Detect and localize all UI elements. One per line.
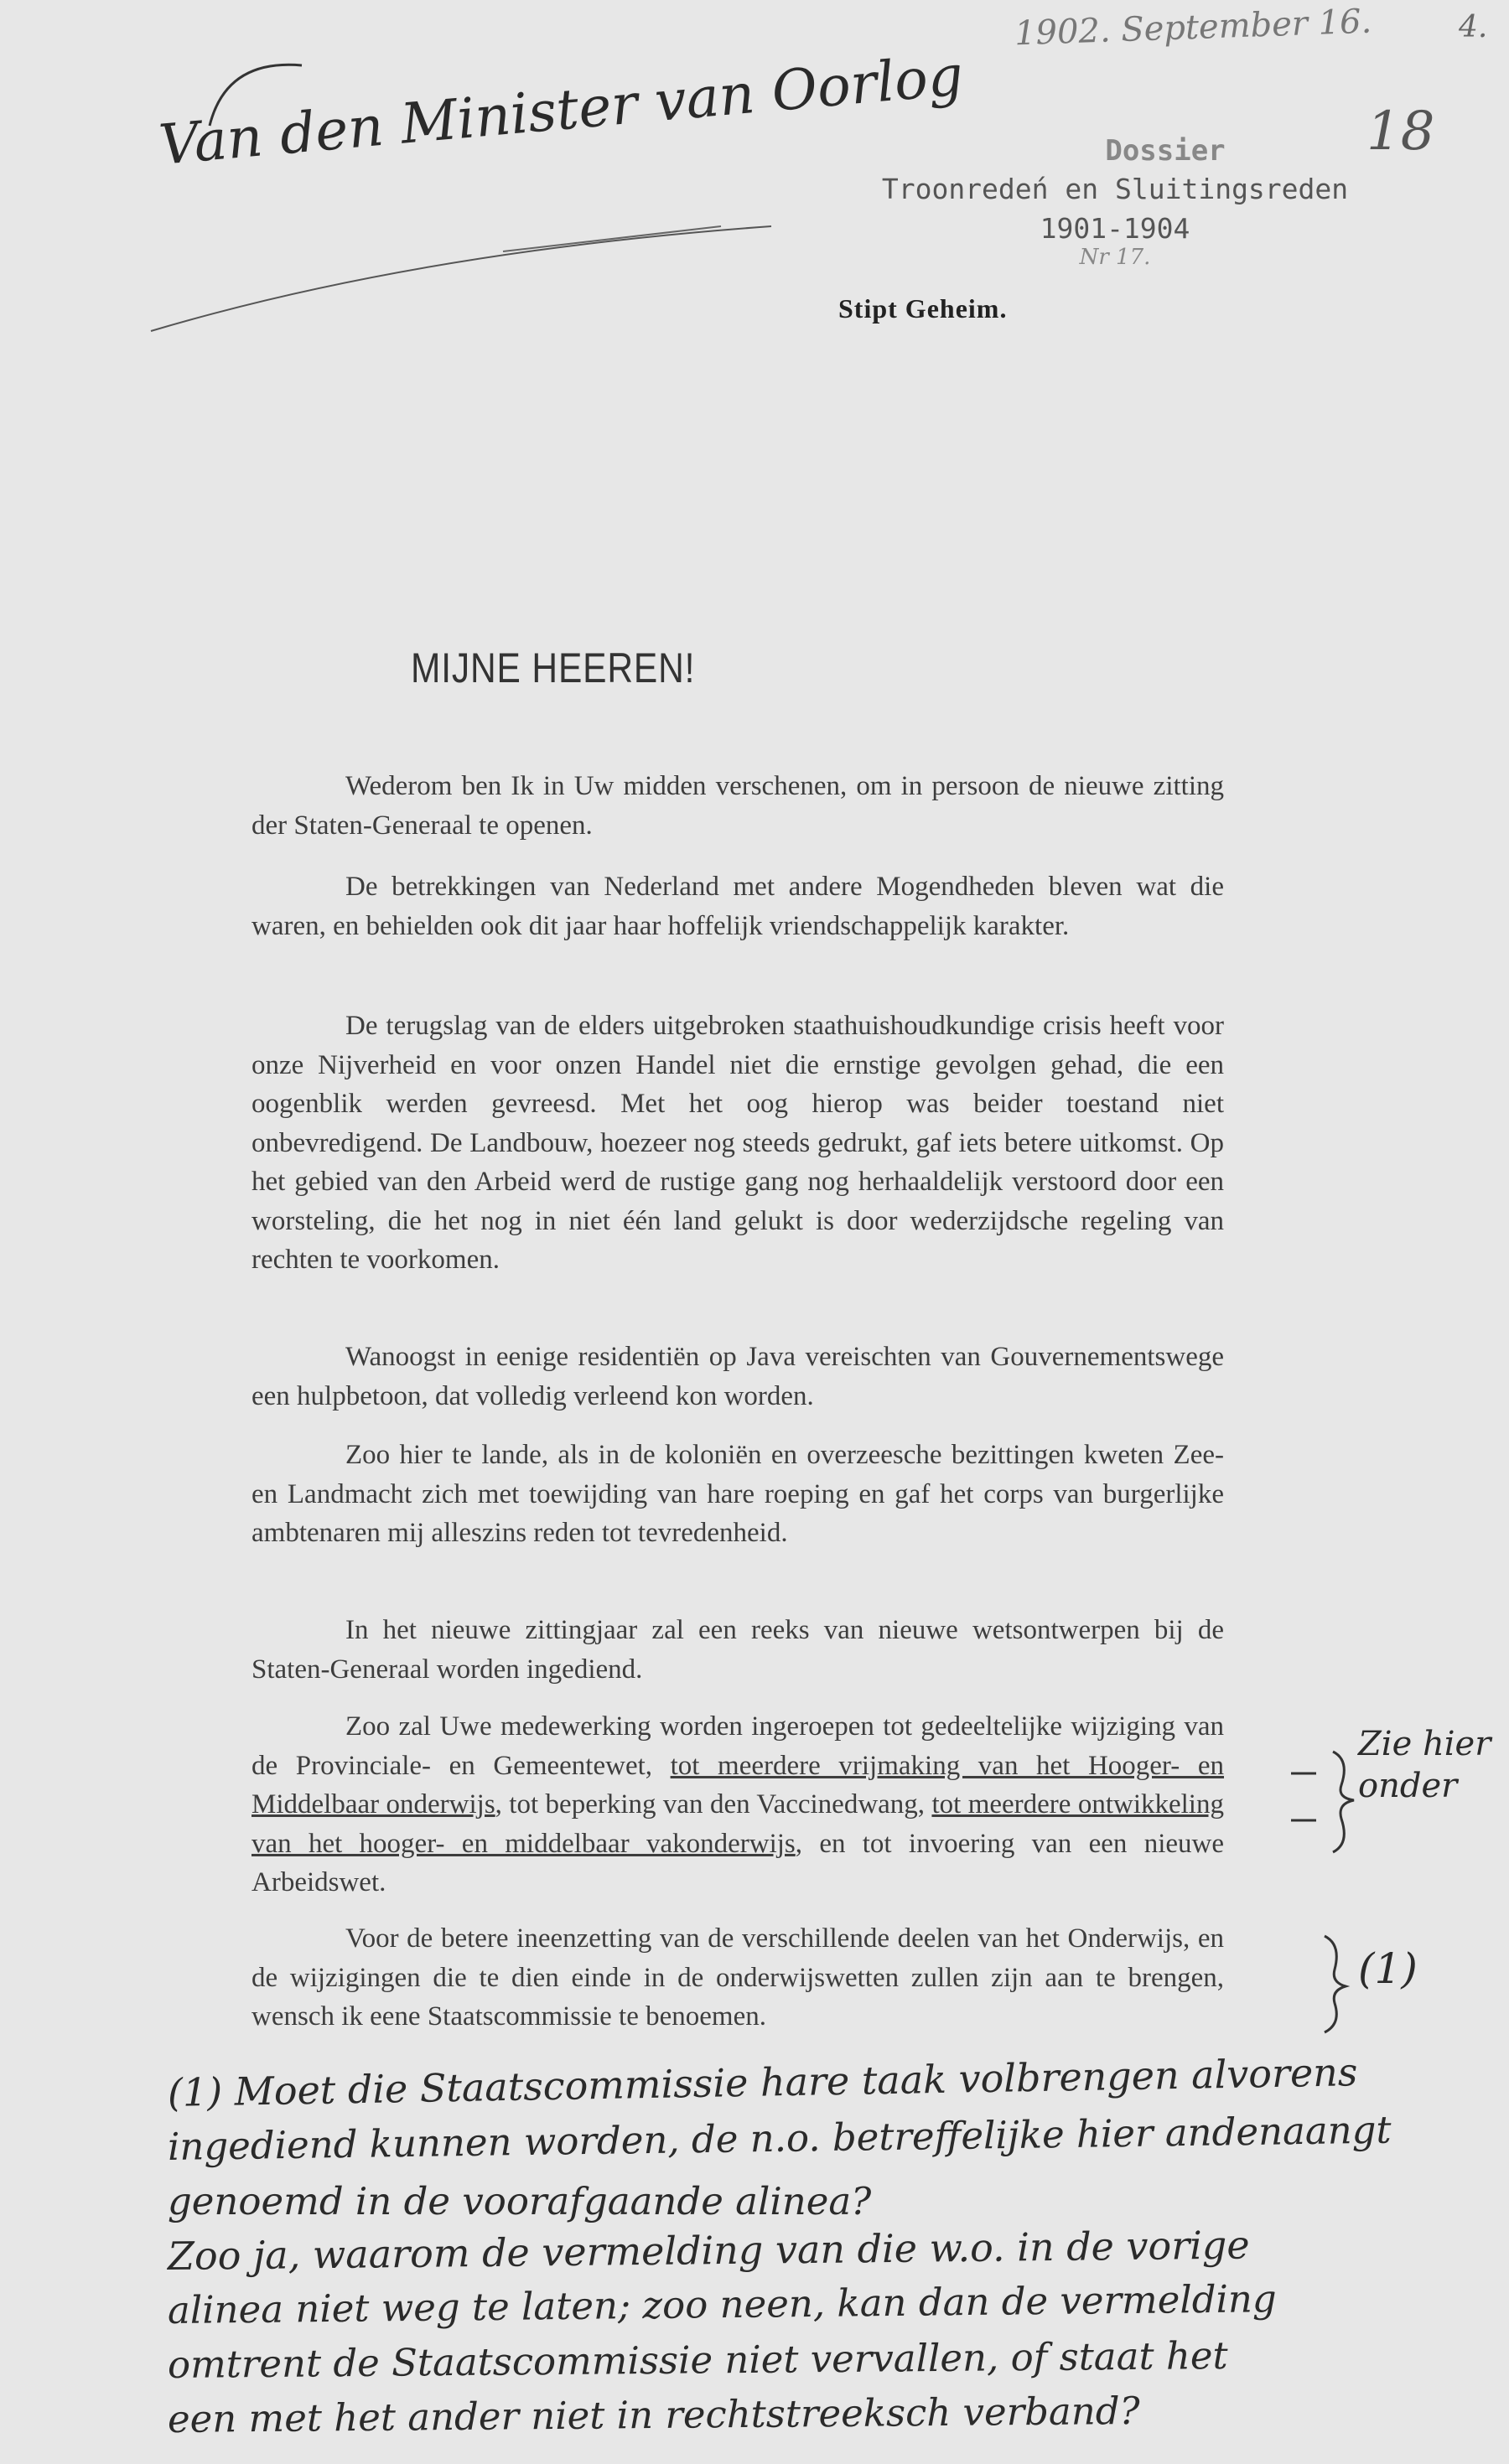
paragraph-5: Zoo hier te lande, als in de koloniën en overzeesche bezittingen kweten Zee- en Landmacht zich met toewijding van hare roeping en gaf het corps van burgerlijke ambtenaren mij alleszins reden tot tevredenheid. (252, 1440, 1224, 1548)
stamp-line-number: Nr 17. (1079, 245, 1151, 270)
margin-note-reference: (1) (1358, 1944, 1418, 1993)
paragraph-7-part-c: , en tot invoering van een nieuwe Arbeidswet. (252, 1828, 1224, 1897)
ministry-annotation: Van den Minister van Oorlog (156, 43, 966, 178)
underlined-passage-1: tot meerdere vrijmaking van het Hooger- en Middelbaar onderwijs (252, 1750, 1224, 1820)
paragraph-3: De terugslag van de elders uitgebroken staathuishoudkundige crisis heeft voor onze Nijverheid en voor onzen Handel niet die ernstige gevolgen gehad, die een oogenblik werden gevreesd. Met het oog hierop was beider toestand niet onbevredigend. De Landbouw, hoezeer nog steeds gedrukt, gaf iets betere uitkomst. Op het gebied van den Arbeid werd de rustige gang nog herhaaldelijk verstoord door een worsteling, die het nog in niet één land gelukt is door wederzijdsche regeling van rechten te voorkomen. (252, 1011, 1224, 1275)
dossier-stamp (863, 134, 1366, 270)
handwritten-line-1: (1) Moet die Staatscommissie hare taak volbrengen alvorens (167, 2049, 1358, 2115)
date-annotation: 1902. September 16. (1014, 2, 1372, 54)
paragraph-7 (252, 1707, 1224, 1902)
handwritten-line-3: genoemd in de voorafgaande alinea? (168, 2179, 872, 2223)
stamp-line-title: Troonredeń en Sluitingsreden (881, 173, 1349, 205)
handwritten-line-4: Zoo ja, waarom de vermelding van die w.o. in de vorige (167, 2222, 1250, 2279)
margin-note-see-below (1358, 1725, 1491, 1805)
address-heading: MIJNE HEEREN! (411, 644, 696, 691)
classification-label: Stipt Geheim. (838, 293, 1008, 324)
handwritten-line-7: een met het ander niet in rechtstreeksch verband? (167, 2388, 1140, 2441)
handwritten-line-5: alinea niet weg te laten; zoo neen, kan dan de vermelding (167, 2276, 1277, 2332)
page-number: 4. (1459, 10, 1488, 44)
paragraph-7-part-b: , tot beperking van den Vaccinedwang, (495, 1789, 932, 1820)
stamp-line-years: 1901-1904 (1040, 212, 1190, 245)
paragraph-4: Wanoogst in eenige residentiën op Java vereischten van Gouvernementswege een hulpbetoon, dat volledig verleend kon worden. (252, 1342, 1224, 1411)
underlined-passage-2: tot meerdere ontwikkeling van het hooger- en middelbaar vakonderwijs (252, 1789, 1224, 1859)
paragraph-8: Voor de betere ineenzetting van de verschillende deelen van het Onderwijs, en de wijzigingen die te dien einde in de onderwijswetten zullen zijn aan te brengen, wensch ik eene Staatscommissie te benoemen. (252, 1923, 1224, 2032)
folio-number: 18 (1366, 101, 1435, 163)
handwritten-line-2: ingediend kunnen worden, de n.o. betreffelijke hier andenaangt (167, 2107, 1392, 2169)
paragraph-2: De betrekkingen van Nederland met andere Mogendheden bleven wat die waren, en behielden ook dit jaar haar hoffelijk vriendschappelijk karakter. (252, 872, 1224, 941)
paragraph-1: Wederom ben Ik in Uw midden verschenen, om in persoon de nieuwe zitting der Staten-Generaal te openen. (252, 771, 1224, 841)
paragraph-7-part-a: Zoo zal Uwe medewerking worden ingeroepen tot gedeeltelijke wijziging van de Provinciale- en Gemeentewet, (252, 1711, 1224, 1781)
paragraph-6: In het nieuwe zittingjaar zal een reeks van nieuwe wetsontwerpen bij de Staten-Generaal worden ingediend. (252, 1615, 1224, 1685)
handwritten-line-6: omtrent de Staatscommissie niet vervallen, of staat het (167, 2332, 1228, 2387)
margin-note-line-2: onder (1358, 1767, 1458, 1805)
stamp-line-dossier: Dossier (1105, 134, 1226, 168)
margin-note-line-1: Zie hier (1358, 1725, 1491, 1763)
